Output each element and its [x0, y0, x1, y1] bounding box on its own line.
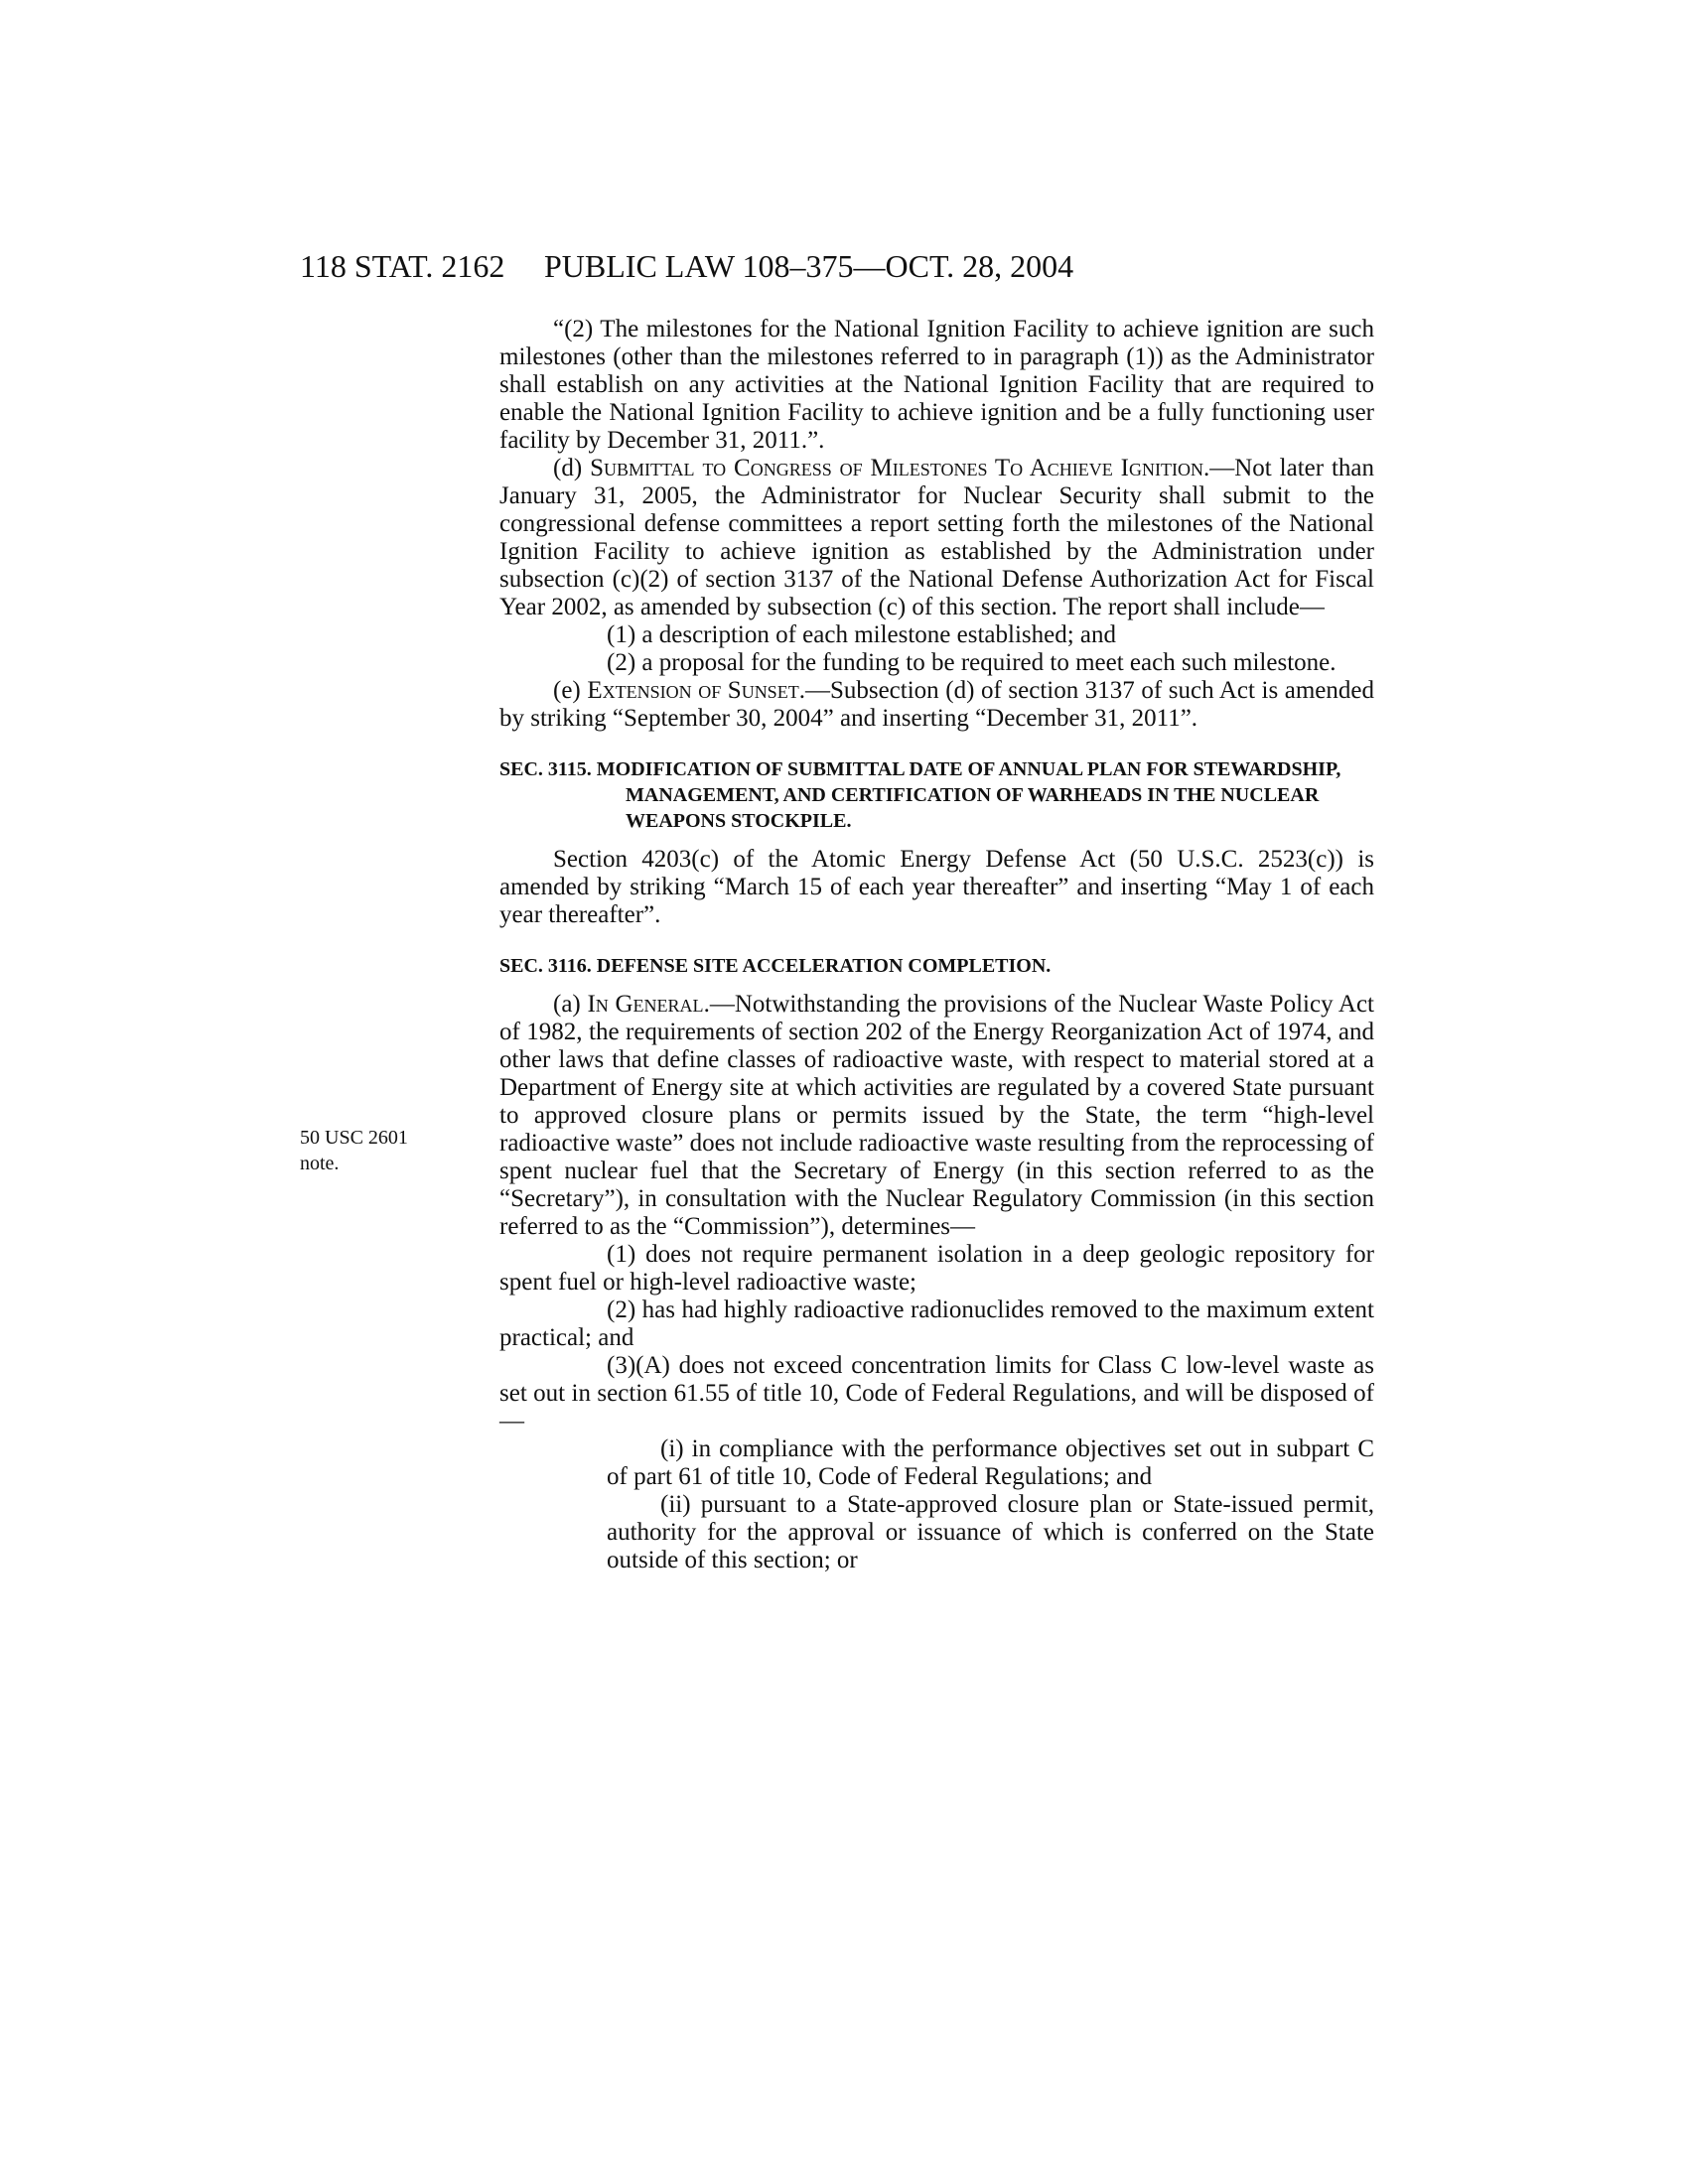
paragraph-a-lead: (a)	[553, 991, 588, 1018]
paragraph-a1: (1) does not require permanent isolation in a deep geologic repository for spent fuel or high-level radioactive waste;	[499, 1241, 1374, 1296]
paragraph-a2: (2) has had highly radioactive radionuclides removed to the maximum extent practical; and	[499, 1297, 1374, 1351]
margin-citation-line-1: 50 USC 2601	[300, 1127, 408, 1149]
paragraph-d-text: .—Not later than January 31, 2005, the Administrator for Nuclear Security shall submit to the congressional defense committees a report setting forth the milestones of the National Ignition Facility to achieve ignition as established by the Administration under subsection (c)(2) of section 3137 of the National Defense Authorization Act for Fiscal Year 2002, as amended by subsection (c) of this section. The report shall include—	[499, 455, 1375, 620]
section-3116-heading: SEC. 3116. DEFENSE SITE ACCELERATION COMPLETION.	[499, 955, 1052, 977]
margin-citation-line-2: note.	[300, 1153, 340, 1174]
paragraph-a-text: .—Notwithstanding the provisions of the Nuclear Waste Policy Act of 1982, the requirements of section 202 of the Energy Reorganization Act of 1974, and other laws that define classes of radioactive waste, with respect to material stored at a Department of Energy site at which activities are regulated by a covered State pursuant to approved closure plans or permits issued by the State, the term “high-level radioactive waste” does not include radioactive waste resulting from the reprocessing of spent nuclear fuel that the Secretary of Energy (in this section referred to as the “Secretary”), in consultation with the Nuclear Regulatory Commission (in this section referred to as the “Commission”), determines—	[499, 991, 1375, 1240]
margin-citation-note	[300, 1125, 449, 1176]
paragraph-d1: (1) a description of each milestone established; and	[607, 621, 1117, 648]
section-3115-heading: SEC. 3115. MODIFICATION OF SUBMITTAL DATE OF ANNUAL PLAN FOR STEWARDSHIP, MANAGEMENT, AND CERTIFICATION OF WARHEADS IN THE NUCLEAR WEAPONS STOCKPILE.	[499, 758, 1341, 832]
paragraph-d-lead: (d)	[553, 455, 591, 481]
paragraph-a	[499, 991, 1374, 1241]
paragraph-d2: (2) a proposal for the funding to be required to meet each such milestone.	[607, 649, 1336, 676]
paragraph-e-text: .—Subsection (d) of section 3137 of such Act is amended by striking “September 30, 2004” and inserting “December 31, 2011”.	[499, 677, 1374, 732]
paragraph-c2: “(2) The milestones for the National Ignition Facility to achieve ignition are such milestones (other than the milestones referred to in paragraph (1)) as the Administrator shall establish on any activities at the National Ignition Facility that are required to enable the National Ignition Facility to achieve ignition and be a fully functioning user facility by December 31, 2011.”.	[499, 316, 1374, 454]
paragraph-e-heading: Extension of Sunset	[587, 677, 799, 704]
section-3115-text: Section 4203(c) of the Atomic Energy Defense Act (50 U.S.C. 2523(c)) is amended by striking “March 15 of each year thereafter” and inserting “May 1 of each year thereafter”.	[499, 846, 1374, 928]
paragraph-a3Ai: (i) in compliance with the performance objectives set out in subpart C of part 61 of title 10, Code of Federal Regulations; and	[607, 1435, 1374, 1490]
paragraph-a3Aii: (ii) pursuant to a State-approved closure plan or State-issued permit, authority for the approval or issuance of which is conferred on the State outside of this section; or	[607, 1491, 1374, 1573]
document-body	[499, 316, 1374, 1574]
paragraph-a-heading: In General	[587, 991, 704, 1018]
paragraph-a3A: (3)(A) does not exceed concentration limits for Class C low-level waste as set out in section 61.55 of title 10, Code of Federal Regulations, and will be disposed of—	[499, 1352, 1374, 1434]
paragraph-e-lead: (e)	[553, 677, 588, 704]
statute-page-number: 118 STAT. 2162	[300, 248, 505, 284]
public-law-title: PUBLIC LAW 108–375—OCT. 28, 2004	[544, 248, 1074, 284]
paragraph-d	[499, 455, 1374, 621]
running-header	[0, 248, 1688, 288]
paragraph-d-heading: Submittal to Congress of Milestones To Achieve Ignition	[590, 455, 1203, 481]
paragraph-e	[499, 677, 1374, 733]
